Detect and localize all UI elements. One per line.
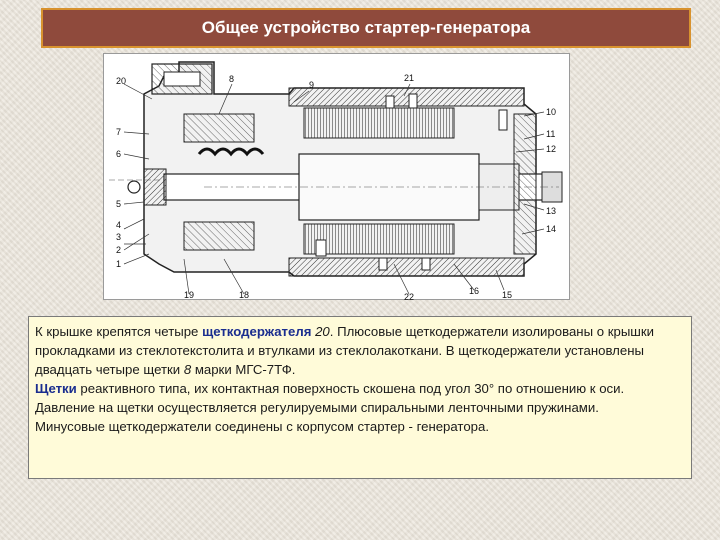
- cross-section-drawing: [104, 54, 571, 301]
- label-7: 7: [116, 127, 122, 137]
- brush-holder-top: [184, 114, 254, 142]
- label-2: 2: [116, 245, 122, 255]
- starter-generator-diagram: [103, 53, 570, 300]
- label-11: 11: [546, 129, 556, 139]
- label-3: 3: [116, 232, 122, 242]
- term-brush-holder: щеткодержателя: [202, 324, 312, 339]
- label-21: 21: [404, 73, 415, 83]
- front-bearing: [144, 169, 166, 205]
- label-9: 9: [309, 80, 315, 90]
- description-paragraph-1: К крышке крепятся четыре щеткодержателя 20. Плюсовые щеткодержатели изолированы о крышки прокладками из стеклотекстолита и втулками из стеклолакоткани. В щеткодержатели установлены двадцать четыре щетки 8 марки МГС-7ТФ.: [35, 324, 655, 377]
- slide-title-bar: [41, 8, 691, 48]
- label-15: 15: [502, 290, 513, 300]
- label-16: 16: [469, 286, 480, 296]
- slide-title: Общее устройство стартер-генератора: [201, 18, 531, 37]
- term-brushes: Щетки: [35, 381, 77, 396]
- label-22: 22: [404, 292, 415, 301]
- brush-holder-bottom: [184, 222, 254, 250]
- description-paragraph-3: Минусовые щеткодержатели соединены с корпусом стартер - генератора.: [35, 419, 489, 434]
- armature-top: [304, 108, 454, 138]
- label-5: 5: [116, 199, 122, 209]
- bottom-yoke: [289, 258, 524, 276]
- label-14: 14: [546, 224, 557, 234]
- label-10: 10: [546, 107, 557, 117]
- label-18: 18: [239, 290, 250, 300]
- label-8: 8: [229, 74, 235, 84]
- label-19: 19: [184, 290, 195, 300]
- label-13: 13: [546, 206, 557, 216]
- label-20: 20: [116, 76, 127, 86]
- description-paragraph-2: Щетки реактивного типа, их контактная поверхность скошена под угол 30° по отношению к оси. Давление на щетки осуществляется регулируемыми спиральными ленточными пружинами.: [35, 381, 625, 415]
- label-6: 6: [116, 149, 122, 159]
- description-box: [28, 316, 692, 479]
- label-1: 1: [116, 259, 122, 269]
- label-12: 12: [546, 144, 557, 154]
- label-4: 4: [116, 220, 122, 230]
